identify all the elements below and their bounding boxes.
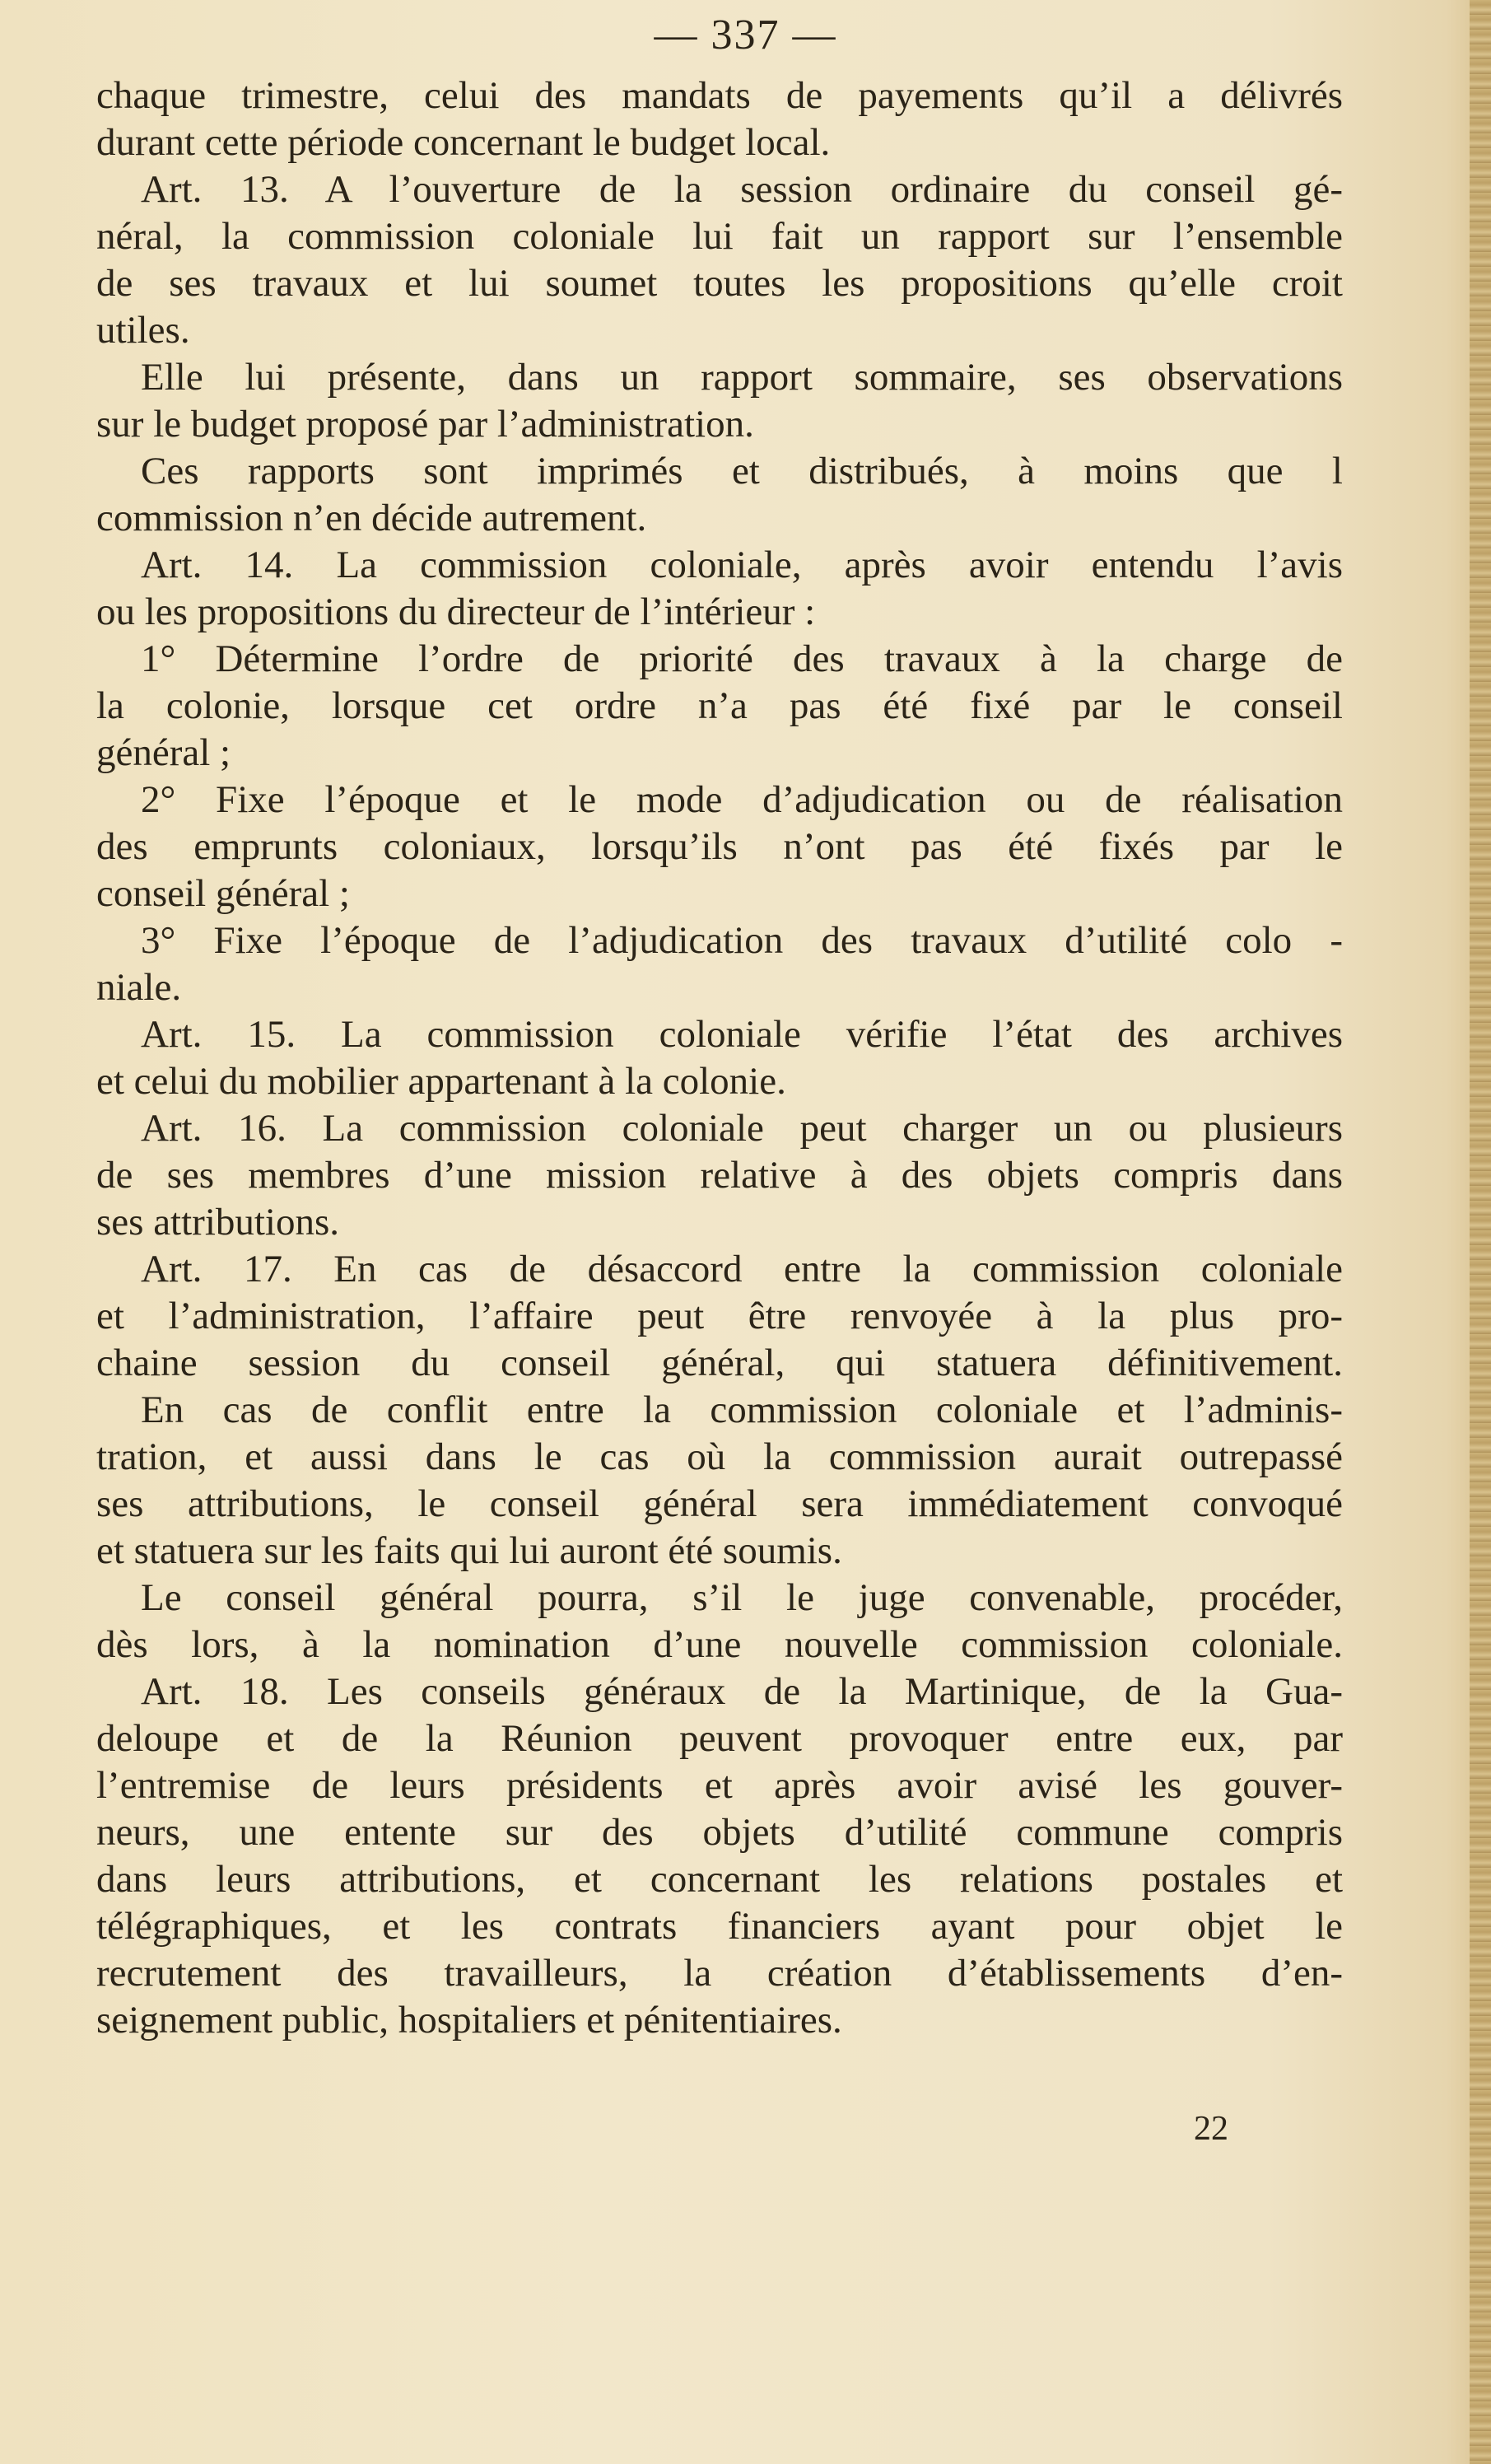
text-line: utiles. xyxy=(96,309,190,352)
text-line: télégraphiques, et les contrats financiers ayant pour objet le xyxy=(96,1905,1343,1948)
text-line: de ses travaux et lui soumet toutes les propositions qu’elle croit xyxy=(96,262,1343,305)
signature-mark: 22 xyxy=(1194,2110,1228,2148)
text-line: durant cette période concernant le budget local. xyxy=(96,121,831,164)
text-line: général ; xyxy=(96,731,231,774)
text-line: Art. 16. La commission coloniale peut charger un ou plusieurs xyxy=(141,1107,1343,1150)
text-line: dans leurs attributions, et concernant les relations postales et xyxy=(96,1858,1343,1901)
text-line: et l’administration, l’affaire peut être renvoyée à la plus pro- xyxy=(96,1295,1343,1337)
text-line: et statuera sur les faits qui lui auront été soumis. xyxy=(96,1529,842,1572)
text-line: sur le budget proposé par l’administration. xyxy=(96,403,754,446)
text-line: Art. 15. La commission coloniale vérifie l’état des archives xyxy=(141,1013,1343,1056)
body-text xyxy=(96,72,1343,2044)
text-line: recrutement des travailleurs, la création d’établissements d’en- xyxy=(96,1952,1343,1995)
text-line: et celui du mobilier appartenant à la colonie. xyxy=(96,1060,786,1103)
text-line: ses attributions, le conseil général sera immédiatement convoqué xyxy=(96,1482,1343,1525)
text-line: tration, et aussi dans le cas où la commission aurait outrepassé xyxy=(96,1435,1343,1478)
text-line: ses attributions. xyxy=(96,1201,340,1244)
text-line: néral, la commission coloniale lui fait un rapport sur l’ensemble xyxy=(96,215,1343,258)
text-line: Le conseil général pourra, s’il le juge convenable, procéder, xyxy=(141,1576,1343,1619)
text-line: chaque trimestre, celui des mandats de payements qu’il a délivrés xyxy=(96,74,1343,117)
text-line: Ces rapports sont imprimés et distribués, à moins que l xyxy=(141,450,1343,492)
text-line: 1° Détermine l’ordre de priorité des travaux à la charge de xyxy=(141,637,1343,680)
text-line: conseil général ; xyxy=(96,872,350,915)
text-line: des emprunts coloniaux, lorsqu’ils n’ont pas été fixés par le xyxy=(96,825,1343,868)
text-line: seignement public, hospitaliers et pénitentiaires. xyxy=(96,1999,842,2042)
text-line: niale. xyxy=(96,966,182,1009)
text-line: commission n’en décide autrement. xyxy=(96,497,647,539)
text-line: En cas de conflit entre la commission coloniale et l’adminis- xyxy=(141,1388,1343,1431)
text-line: l’entremise de leurs présidents et après avoir avisé les gouver- xyxy=(96,1764,1343,1807)
text-line: Art. 18. Les conseils généraux de la Martinique, de la Gua- xyxy=(141,1670,1343,1713)
text-line: la colonie, lorsque cet ordre n’a pas été fixé par le conseil xyxy=(96,684,1343,727)
text-line: dès lors, à la nomination d’une nouvelle commission coloniale. xyxy=(96,1623,1343,1666)
text-line: Elle lui présente, dans un rapport sommaire, ses observations xyxy=(141,356,1343,399)
text-line: ou les propositions du directeur de l’intérieur : xyxy=(96,590,816,633)
text-line: Art. 17. En cas de désaccord entre la commission coloniale xyxy=(141,1248,1343,1290)
text-line: deloupe et de la Réunion peuvent provoquer entre eux, par xyxy=(96,1717,1343,1760)
text-line: Art. 14. La commission coloniale, après avoir entendu l’avis xyxy=(141,544,1343,586)
text-line: 2° Fixe l’époque et le mode d’adjudication ou de réalisation xyxy=(141,778,1343,821)
text-line: 3° Fixe l’époque de l’adjudication des travaux d’utilité colo - xyxy=(141,919,1343,962)
text-line: neurs, une entente sur des objets d’utilité commune compris xyxy=(96,1811,1343,1854)
text-line: chaine session du conseil général, qui statuera définitivement. xyxy=(96,1342,1343,1384)
page-edge xyxy=(1470,0,1491,2464)
text-line: de ses membres d’une mission relative à des objets compris dans xyxy=(96,1154,1343,1197)
page-number-header: — 337 — xyxy=(654,12,837,58)
text-line: Art. 13. A l’ouverture de la session ordinaire du conseil gé- xyxy=(141,168,1343,211)
